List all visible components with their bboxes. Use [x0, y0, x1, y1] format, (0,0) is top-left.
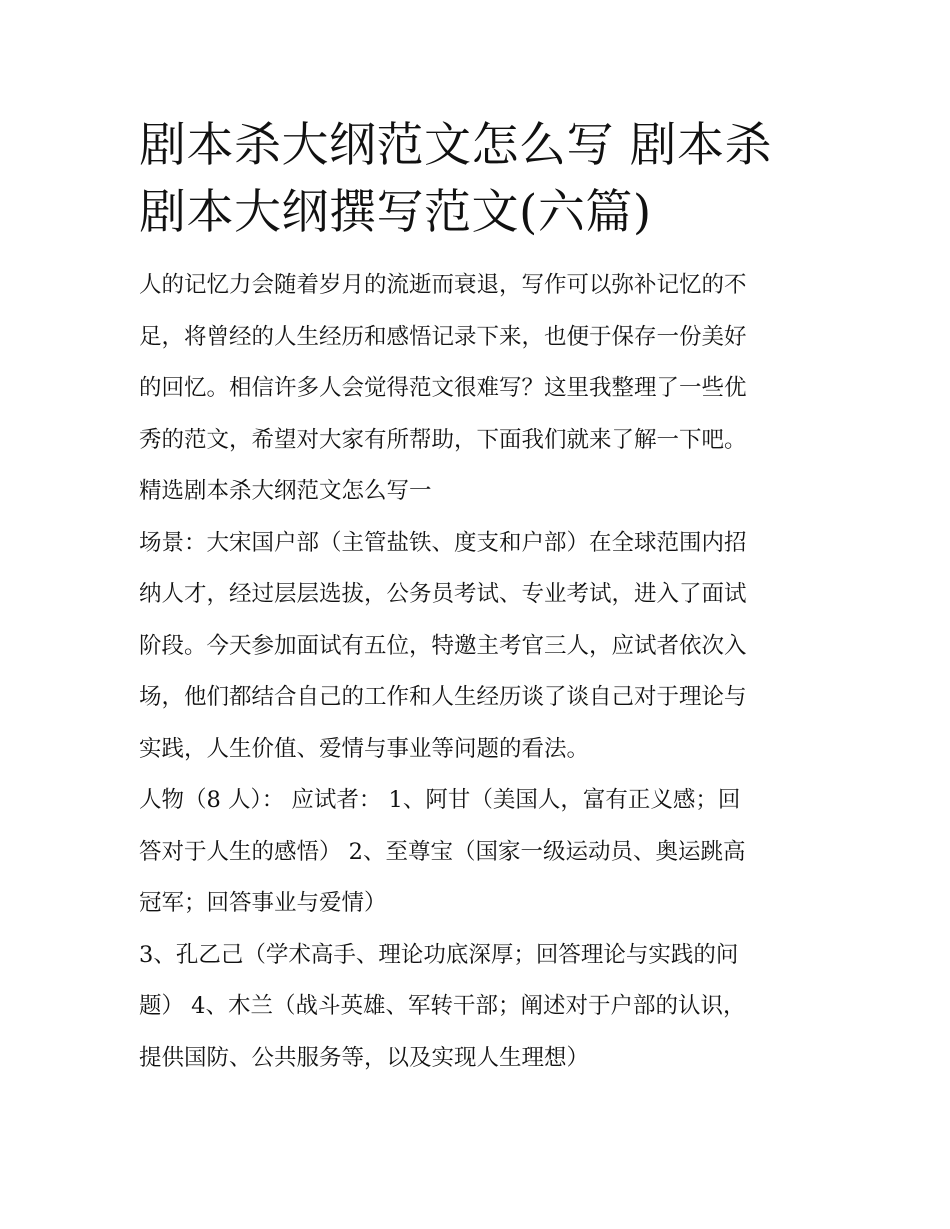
scene-paragraph: 场景：大宋国户部（主管盐铁、度支和户部）在全球范围内招 纳人才，经过层层选拔，公务员考试、专业考试，进入了面试 阶段。今天参加面试有五位，特邀主考官三人，应试者依次入 场，他们都结合自己的工作和人生经历谈了谈自己对于理论与 实践，人生价值、爱情与事业等问题的看法。 [139, 529, 747, 762]
document-body [139, 260, 819, 1084]
document-title: 剧本杀大纲范文怎么写 剧本杀 剧本大纲撰写范文(六篇) [139, 118, 772, 240]
characters-paragraph: 人物（8 人）： 应试者： 1、阿甘（美国人，富有正义感；回 答对于人生的感悟） 2、至尊宝（国家一级运动员、奥运跳高 冠军；回答事业与爱情） [139, 787, 746, 916]
document-page [139, 112, 819, 1084]
section-heading: 精选剧本杀大纲范文怎么写一 [139, 478, 432, 504]
characters-continued-paragraph: 3、孔乙己（学术高手、理论功底深厚；回答理论与实践的问 题） 4、木兰（战斗英雄、军转干部；阐述对于户部的认识， 提供国防、公共服务等，以及实现人生理想） [139, 941, 746, 1071]
intro-paragraph: 人的记忆力会随着岁月的流逝而衰退，写作可以弥补记忆的不 足，将曾经的人生经历和感悟记录下来，也便于保存一份美好 的回忆。相信许多人会觉得范文很难写？这里我整理了一些优 秀的范文，希望对大家有所帮助，下面我们就来了解一下吧。 [139, 272, 747, 453]
